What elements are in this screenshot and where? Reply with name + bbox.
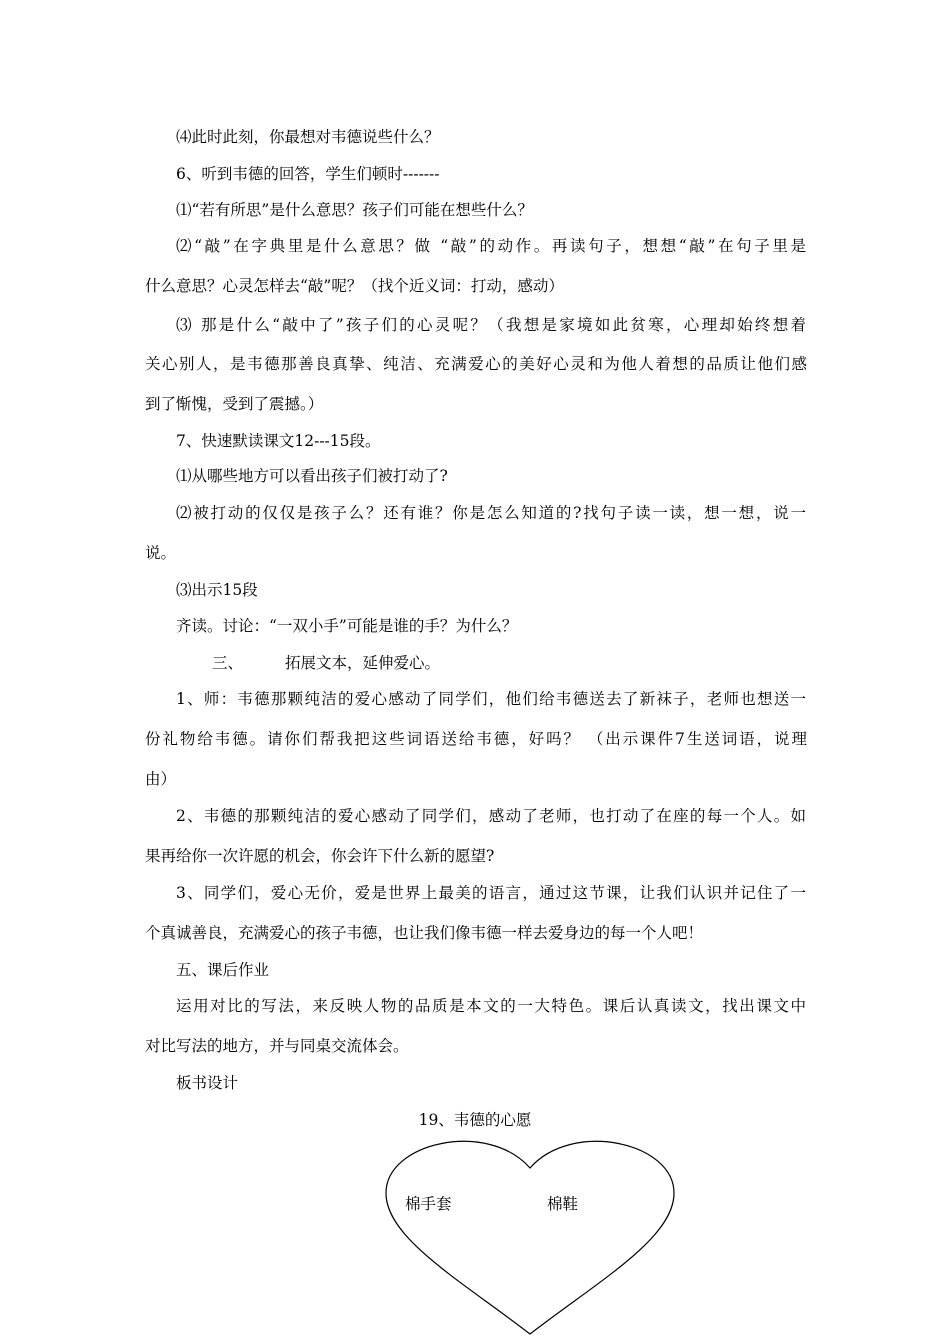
paragraph-3-line-1: 3、同学们，爱心无价，爱是世界上最美的语言，通过这节课，让我们认识并记住了一 — [176, 884, 806, 902]
section-5-heading: 五、课后作业 — [176, 961, 270, 979]
section-3-title: 拓展文本，延伸爱心。 — [285, 654, 441, 672]
homework-line-2: 对比写法的地方，并与同桌交流体会。 — [145, 1037, 409, 1055]
board-title: 19、韦德的心愿 — [418, 1111, 532, 1129]
step-7-question-2-line-1: ⑵被打动的仅仅是孩子么？还有谁？你是怎么知道的?找句子读一读，想一想，说一 — [176, 504, 806, 522]
paragraph-1-line-1: 1、师：韦德那颗纯洁的爱心感动了同学们，他们给韦德送去了新袜子，老师也想送一 — [176, 690, 806, 708]
step-7-heading: 7、快速默读课文12---15段。 — [176, 432, 381, 450]
question-3-line-1: ⑶ 那是什么“敲中了”孩子们的心灵呢？（我想是家境如此贫寒，心理却始终想着 — [176, 316, 806, 334]
paragraph-2-line-1: 2、韦德的那颗纯洁的爱心感动了同学们，感动了老师，也打动了在座的每一个人。如 — [176, 807, 806, 825]
paragraph-1-line-3: 由） — [145, 770, 177, 788]
heart-label-left: 棉手套 — [405, 1195, 452, 1213]
question-2-line-1: ⑵“敲”在字典里是什么意思？做 “敲”的动作。再读句子，想想“敲”在句子里是 — [176, 237, 806, 255]
heart-outline — [386, 1141, 674, 1334]
step-7-question-2-line-2: 说。 — [145, 544, 177, 562]
board-design-heading: 板书设计 — [176, 1074, 239, 1092]
question-3-line-2: 关心别人，是韦德那善良真挚、纯洁、充满爱心的美好心灵和为他人着想的品质让他们感 — [145, 355, 807, 373]
paragraph-2-line-2: 果再给你一次许愿的机会，你会许下什么新的愿望? — [145, 847, 495, 865]
section-3-number: 三、 — [212, 654, 244, 672]
step-6-heading: 6、听到韦德的回答，学生们顿时------- — [176, 165, 440, 183]
section-3-heading — [212, 653, 874, 673]
discussion-line: 齐读。讨论：“一双小手”可能是谁的手？为什么？ — [176, 617, 518, 635]
step-7-question-3: ⑶出示15段 — [176, 581, 258, 599]
paragraph-3-line-2: 个真诚善良，充满爱心的孩子韦德，也让我们像韦德一样去爱身边的每一个人吧！ — [145, 924, 704, 942]
question-4: ⑷此时此刻，你最想对韦德说些什么？ — [176, 128, 440, 146]
paragraph-1-line-2: 份礼物给韦德。请你们帮我把这些词语送给韦德，好吗？ （出示课件7生送词语，说理 — [145, 730, 807, 748]
homework-line-1: 运用对比的写法，来反映人物的品质是本文的一大特色。课后认真读文，找出课文中 — [176, 997, 806, 1015]
step-7-question-1: ⑴从哪些地方可以看出孩子们被打动了? — [176, 467, 448, 485]
question-1: ⑴“若有所思”是什么意思？孩子们可能在想些什么？ — [176, 201, 533, 219]
heart-diagram — [380, 1138, 680, 1338]
question-3-line-3: 到了惭愧，受到了震撼。） — [145, 395, 324, 413]
heart-label-right: 棉鞋 — [547, 1195, 579, 1213]
question-2-line-2: 什么意思？心灵怎样去“敲”呢？（找个近义词：打动，感动） — [145, 277, 564, 295]
